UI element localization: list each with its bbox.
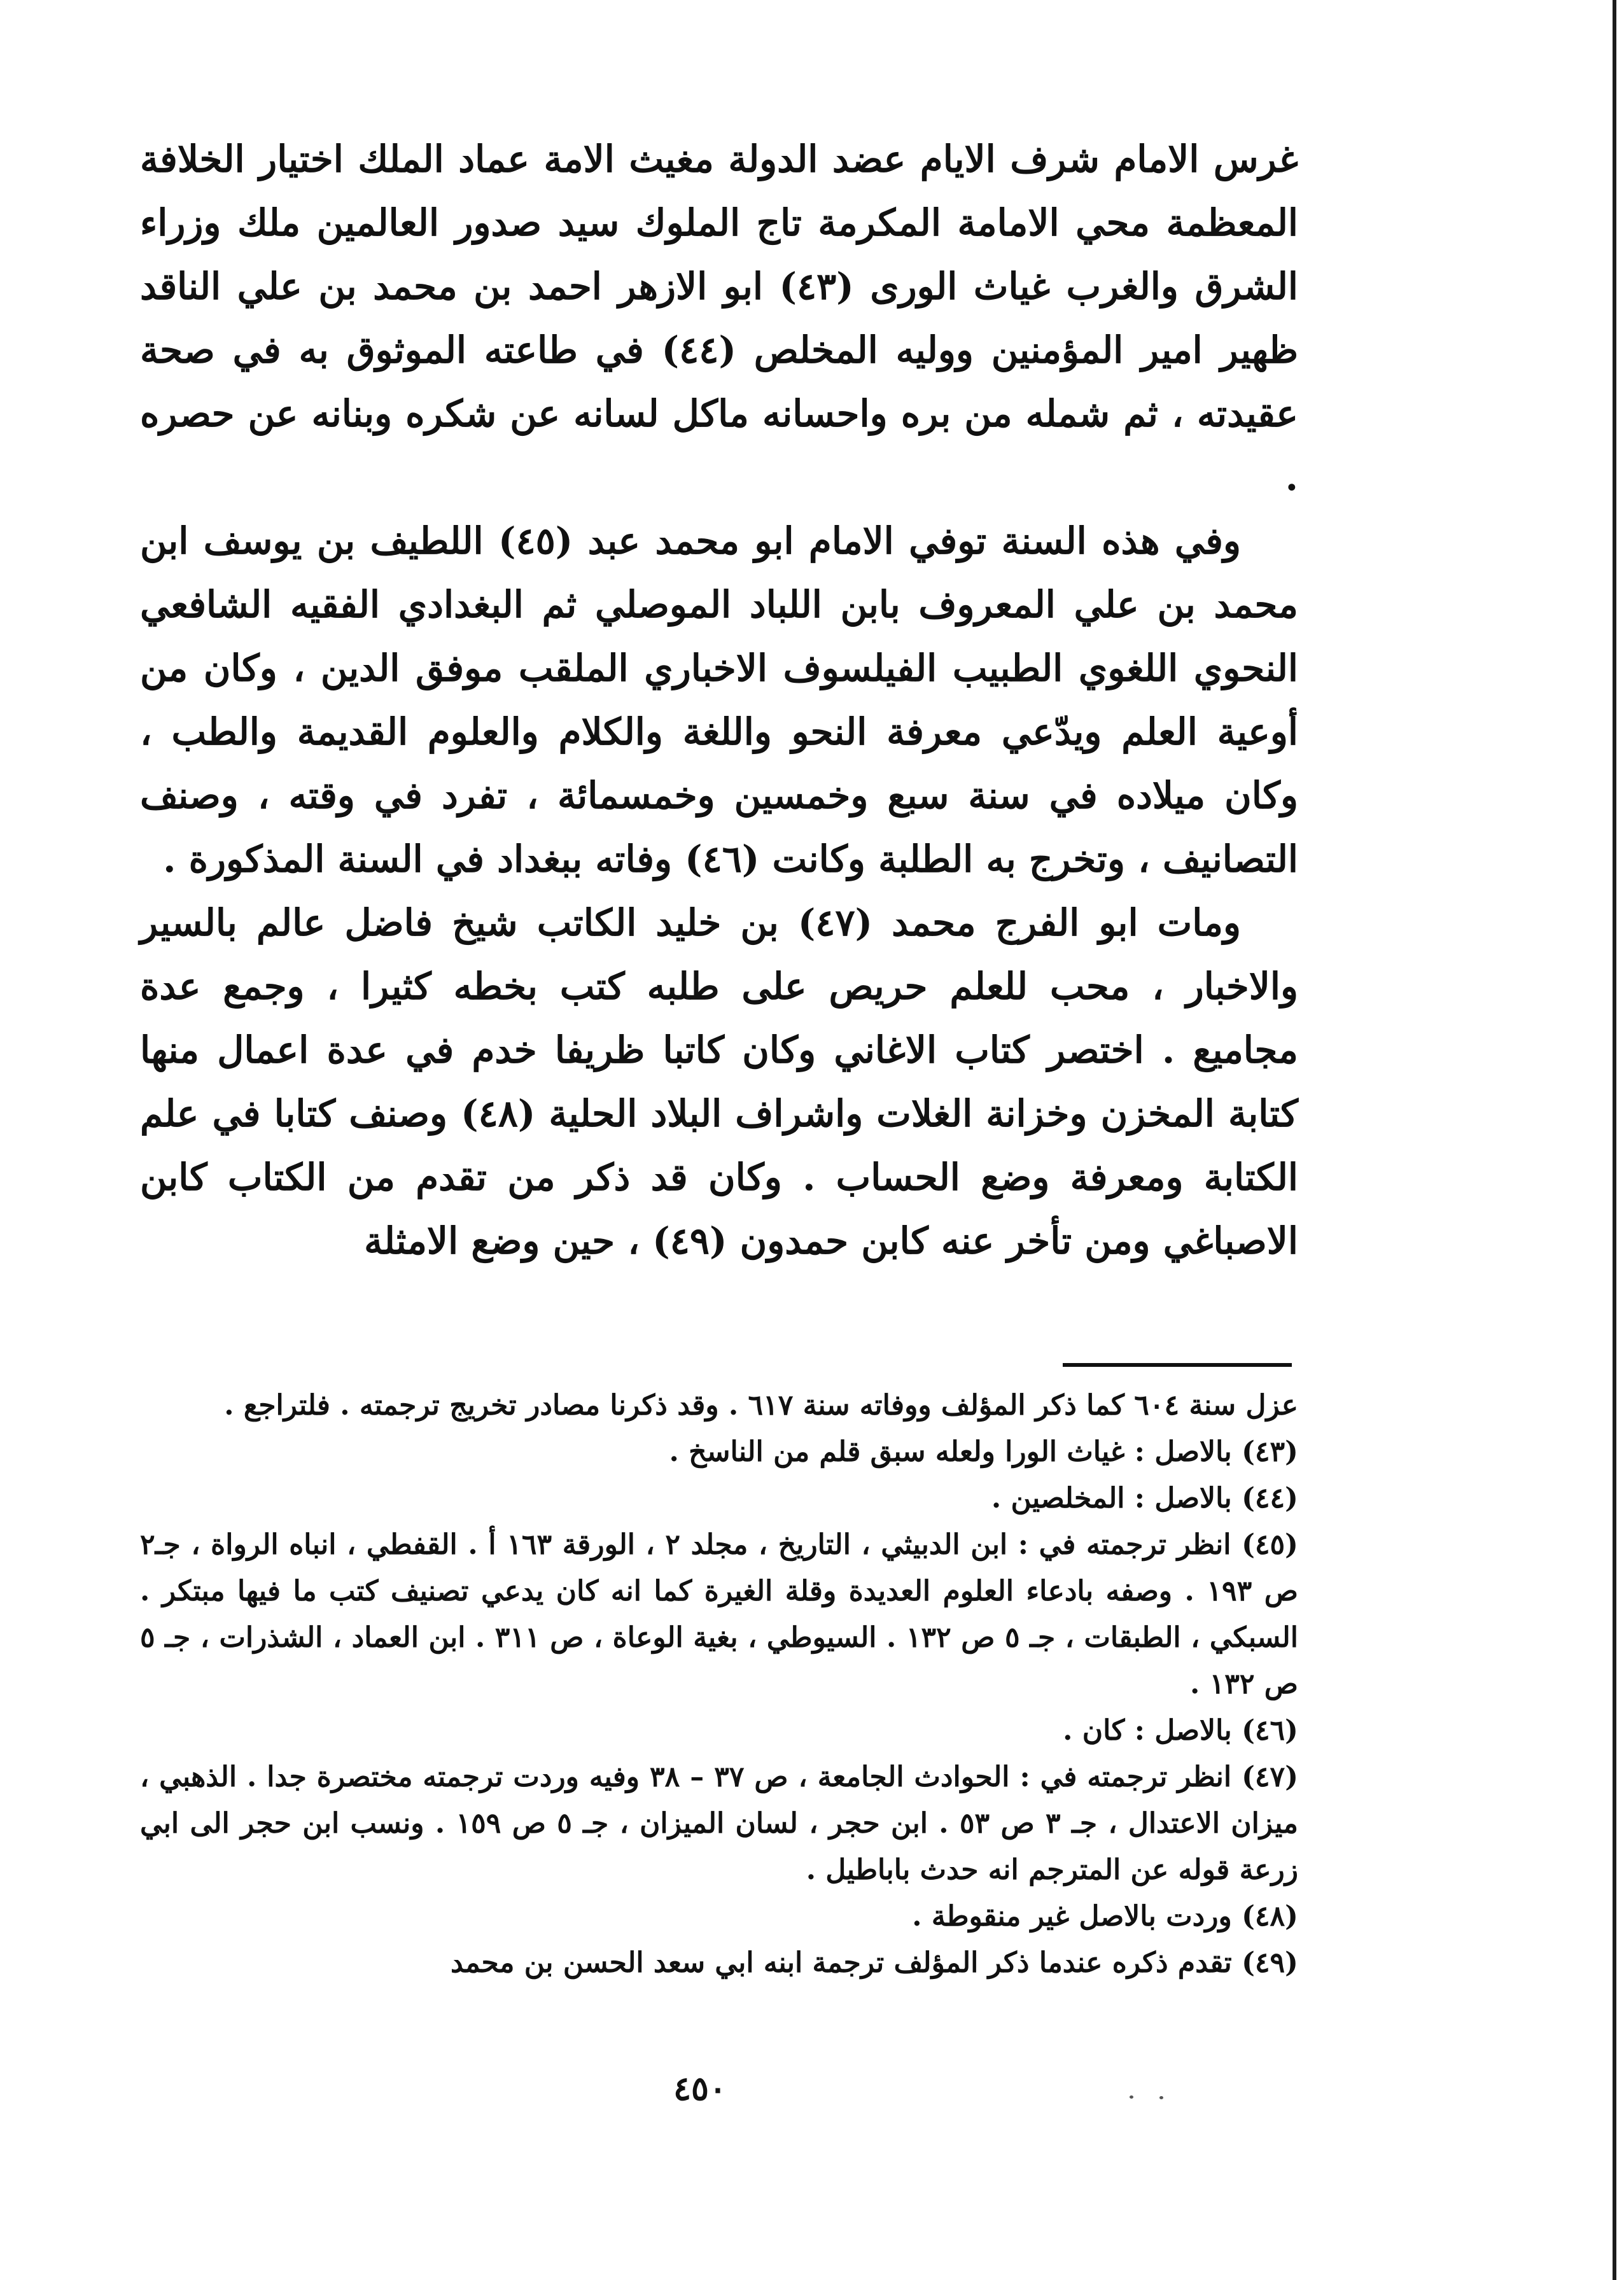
main-body-text [140,127,1298,1273]
footnote-48: (٤٨) وردت بالاصل غير منقوطة . [912,1900,1298,1933]
footnote-44: (٤٤) بالاصل : المخلصين . [991,1482,1298,1514]
footnote-43: (٤٣) بالاصل : غياث الورا ولعله سبق قلم من الناسخ . [669,1436,1298,1468]
page-number: ٤٥٠ [673,2069,727,2108]
scan-speck [1130,2095,1133,2099]
page-edge-rule [1613,0,1616,2280]
footnote-47: (٤٧) انظر ترجمته في : الحوادث الجامعة ، ص ٣٧ – ٣٨ وفيه وردت ترجمته مختصرة جدا . الذهبي ، ميزان الاعتدال ، جـ ٣ ص ٥٣ . ابن حجر ، لسان الميزان ، جـ ٥ ص ١٥٩ . ونسب ابن حجر الى ابي زرعة قوله عن المترجم انه حدث باباطيل . [140,1761,1299,1886]
footnote-46: (٤٦) بالاصل : كان . [1063,1714,1298,1747]
body-paragraph-3: ومات ابو الفرج محمد (٤٧) بن خليد الكاتب شيخ فاضل عالم بالسير والاخبار ، محب للعلم حريص على طلبه كتب بخطه كثيرا ، وجمع عدة مجاميع . اختصر كتاب الاغاني وكان كاتبا ظريفا خدم في عدة اعمال منها كتابة المخزن وخزانة الغلات واشراف البلاد الحلية (٤٨) وصنف كتابا في علم الكتابة ومعرفة وضع الحساب . وكان قد ذكر من تقدم من الكتاب كابن الاصباغي ومن تأخر عنه كابن حمدون (٤٩) ، حين وضع الامثلة [140,901,1298,1262]
body-paragraph-1: غرس الامام شرف الايام عضد الدولة مغيث الامة عماد الملك اختيار الخلافة المعظمة محي الامامة المكرمة تاج الملوك سيد صدور العالمين ملك وزراء الشرق والغرب غياث الورى (٤٣) ابو الازهر احمد بن محمد بن علي الناقد ظهير امير المؤمنين ووليه المخلص (٤٤) في طاعته الموثوق به في صحة عقيدته ، ثم شمله من بره واحسانه ماكل لسانه عن شكره وبنانه عن حصره . [140,137,1299,499]
footnote-continued: عزل سنة ٦٠٤ كما ذكر المؤلف ووفاته سنة ٦١٧ . وقد ذكرنا مصادر تخريج ترجمته . فلتراجع . [224,1389,1298,1422]
footnote-45: (٤٥) انظر ترجمته في : ابن الدبيثي ، التاريخ ، مجلد ٢ ، الورقة ١٦٣ أ . القفطي ، انباه الرواة ، جـ٢ ص ١٩٣ . وصفه بادعاء العلوم العديدة وقلة الغيرة كما انه كان يدعي تصنيف كتب ما فيها مبتكر . السبكي ، الطبقات ، جـ ٥ ص ١٣٢ . السيوطي ، بغية الوعاة ، ص ٣١١ . ابن العماد ، الشذرات ، جـ ٥ ص ١٣٢ . [140,1528,1299,1700]
footnote-49: (٤٩) تقدم ذكره عندما ذكر المؤلف ترجمة ابنه ابي سعد الحسن بن محمد [450,1947,1298,1979]
footnote-separator [1063,1363,1292,1367]
scan-speck [1159,2096,1163,2099]
footnotes-block [140,1382,1298,1986]
body-paragraph-2: وفي هذه السنة توفي الامام ابو محمد عبد (٤٥) اللطيف بن يوسف ابن محمد بن علي المعروف بابن اللباد الموصلي ثم البغدادي الفقيه الشافعي النحوي اللغوي الطبيب الفيلسوف الاخباري الملقب موفق الدين ، وكان من أوعية العلم ويدّعي معرفة النحو واللغة والكلام والعلوم القديمة والطب ، وكان ميلاده في سنة سبع وخمسين وخمسمائة ، تفرد في وقته ، وصنف التصانيف ، وتخرج به الطلبة وكانت (٤٦) وفاته ببغداد في السنة المذكورة . [140,519,1298,881]
